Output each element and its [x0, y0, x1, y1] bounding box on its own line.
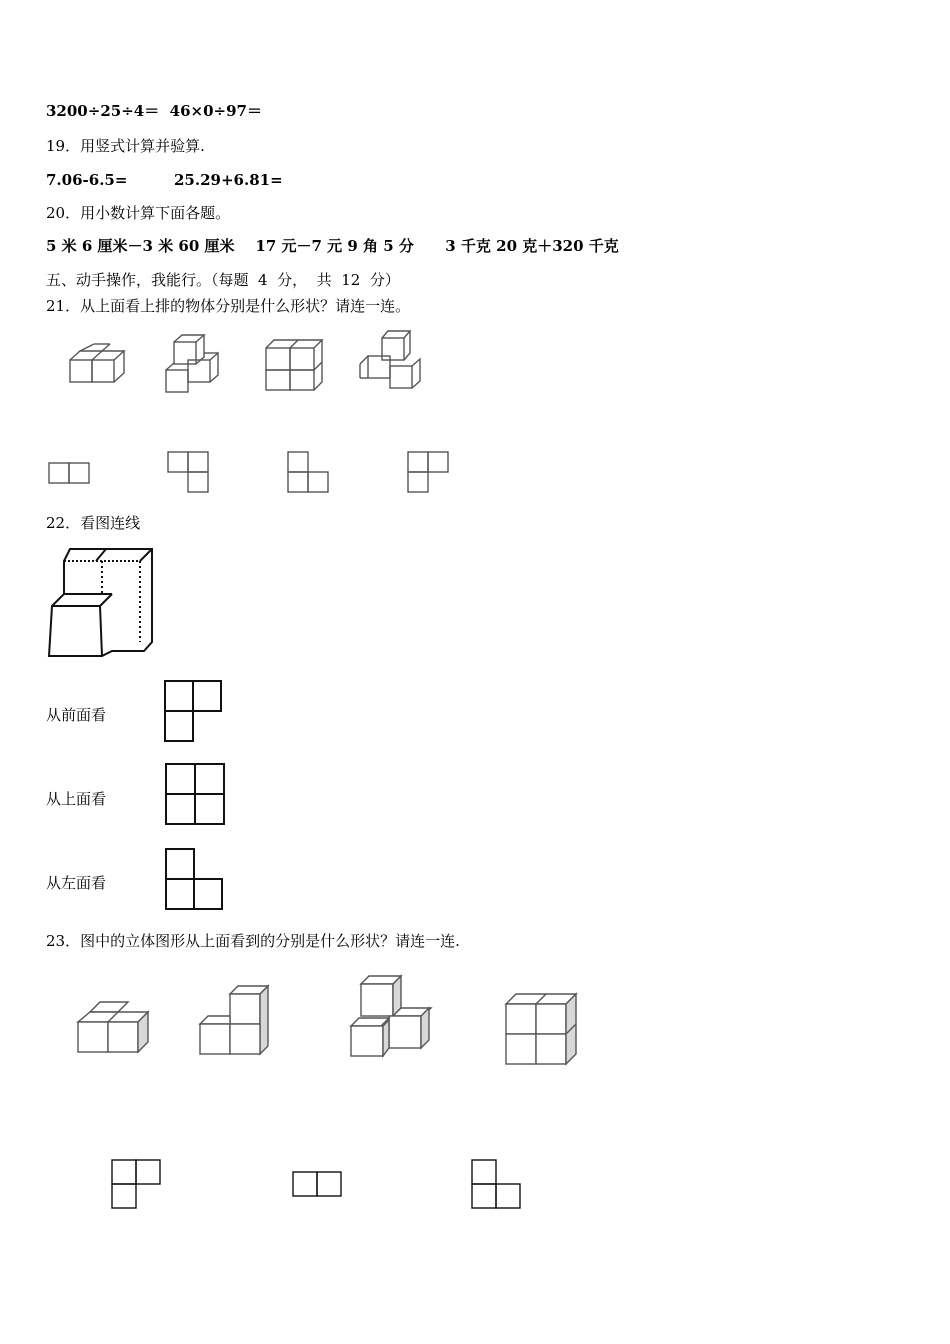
question-23: 23．图中的立体图形从上面看到的分别是什么形状？请连一连.: [46, 932, 460, 950]
q23-view-a: [108, 1156, 164, 1212]
q21-view-d: [406, 450, 452, 496]
q21-view-c: [286, 450, 332, 496]
q22-view-left: [163, 846, 227, 914]
label-left-view: 从左面看: [46, 874, 107, 892]
q22-view-top: [163, 761, 229, 829]
q21-solid-4: [356, 326, 426, 396]
q23-solid-4: [500, 990, 582, 1068]
calc-line-1: 3200÷25÷4＝ 46×0÷97＝: [46, 102, 262, 120]
q23-view-b: [289, 1168, 345, 1200]
calc-line-3a: 7.06-6.5=: [46, 171, 128, 189]
calc-line-5: 5 米 6 厘米－3 米 60 厘米 17 元－7 元 9 角 5 分 3 千克 20 克＋320 千克: [46, 237, 619, 255]
question-21: 21．从上面看上排的物体分别是什么形状？请连一连。: [46, 297, 411, 315]
q21-solid-2: [160, 332, 230, 397]
question-22: 22．看图连线: [46, 514, 141, 532]
question-19: 19．用竖式计算并验算.: [46, 137, 205, 155]
section-5-title: 五、动手操作，我能行。（每题 4 分， 共 12 分）: [46, 271, 400, 289]
q22-solid: [44, 546, 159, 664]
q21-solid-3: [262, 336, 327, 396]
q21-view-a: [48, 460, 93, 486]
label-top-view: 从上面看: [46, 790, 107, 808]
q21-view-b: [166, 450, 212, 496]
q21-solid-1: [60, 340, 130, 395]
question-20: 20．用小数计算下面各题。: [46, 204, 231, 222]
q23-solid-2: [194, 982, 274, 1060]
q23-view-c: [468, 1156, 524, 1212]
label-front-view: 从前面看: [46, 706, 107, 724]
q23-solid-1: [72, 998, 154, 1058]
calc-line-3b: 25.29+6.81=: [174, 171, 283, 189]
q23-solid-3: [345, 972, 437, 1062]
q22-view-front: [162, 678, 226, 746]
